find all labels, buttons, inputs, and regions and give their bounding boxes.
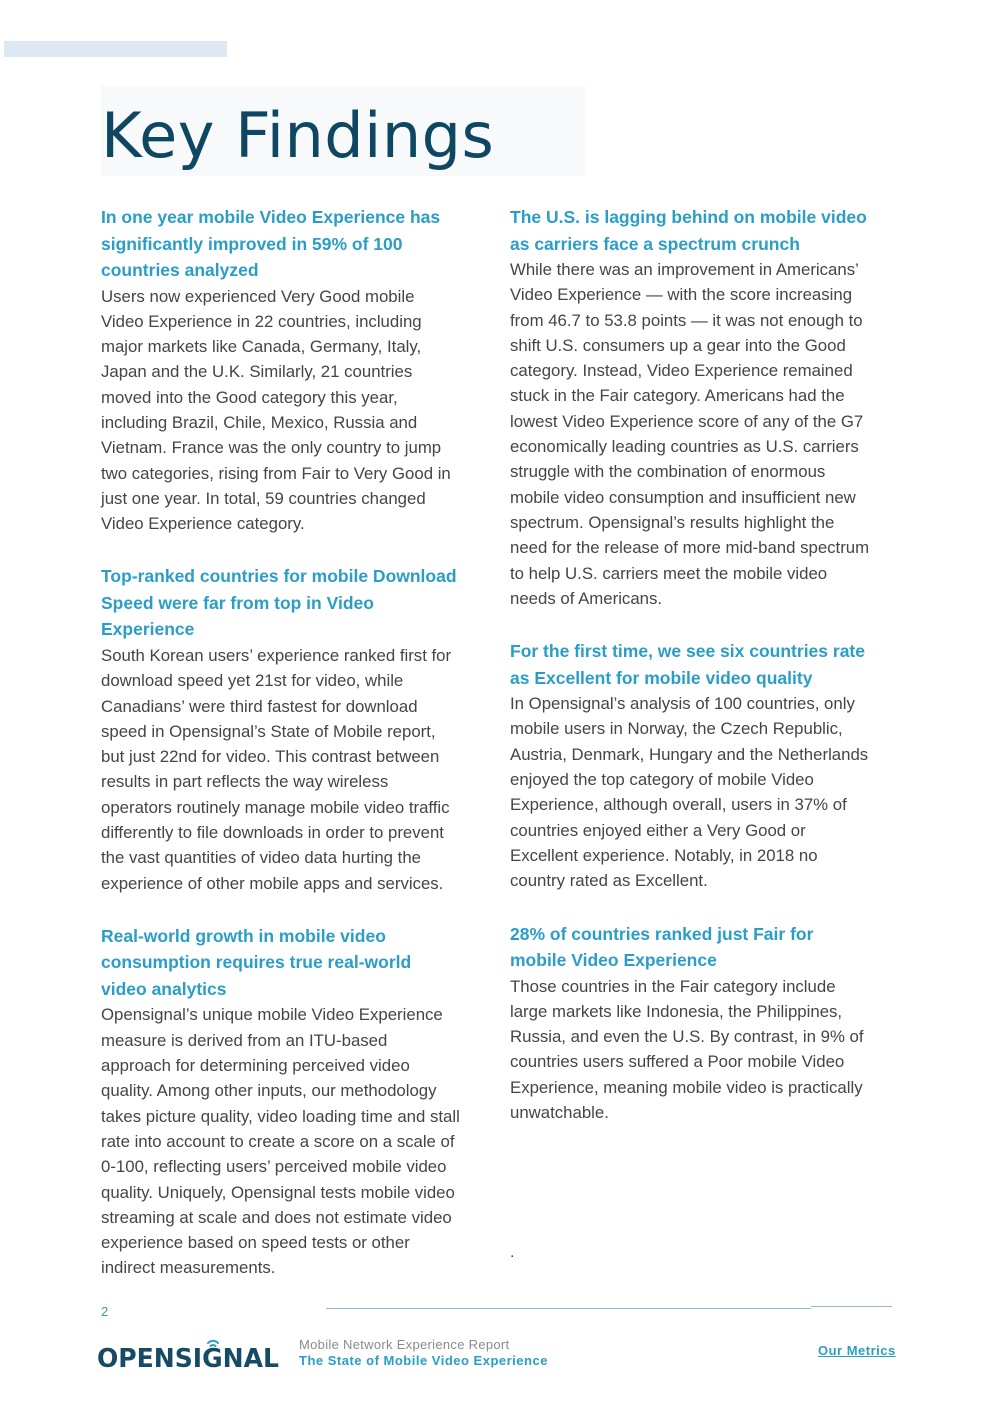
page-title: Key Findings xyxy=(101,99,495,172)
logo-graphic xyxy=(97,1336,281,1370)
stray-mark: . xyxy=(510,1244,515,1261)
finding-section xyxy=(101,204,461,536)
report-subtitle: The State of Mobile Video Experience xyxy=(299,1353,548,1368)
page-number: 2 xyxy=(101,1304,109,1319)
finding-heading: Real-world growth in mobile video consumption requires true real-world video analytics xyxy=(101,925,412,999)
our-metrics-link[interactable]: Our Metrics xyxy=(818,1343,896,1358)
finding-section xyxy=(510,204,870,611)
finding-body: While there was an improvement in Americans’ Video Experience — with the score increasing from 46.7 to 53.8 points — it was not enough to shift U.S. consumers up a gear into the Good category. Instead, Video Experience remained stuck in the Fair category. Americans had the lowest Video Experience score of any of the G7 economically leading countries as U.S. carriers struggle with the combination of enormous mobile video consumption and insufficient new spectrum. Opensignal’s results highlight the need for the release of more mid-band spectrum to help U.S. carriers meet the mobile video needs of Americans. xyxy=(510,260,870,608)
report-name: Mobile Network Experience Report xyxy=(299,1337,510,1352)
signal-wave-outer xyxy=(208,1341,218,1343)
finding-body: In Opensignal’s analysis of 100 countries, only mobile users in Norway, the Czech Republic, Austria, Denmark, Hungary and the Netherlands enjoyed the top category of mobile Video Experience, although overall, users in 37% of countries enjoyed either a Very Good or Excellent experience. Notably, in 2018 no country rated as Excellent. xyxy=(510,694,869,891)
finding-heading: For the first time, we see six countries rate as Excellent for mobile video quality xyxy=(510,641,865,688)
finding-heading: 28% of countries ranked just Fair for mobile Video Experience xyxy=(510,923,814,971)
left-column xyxy=(101,204,461,1281)
finding-heading: Top-ranked countries for mobile Download Speed were far from top in Video Experience xyxy=(101,566,457,640)
logo-wordmark: OPENSIGNAL xyxy=(97,1344,279,1370)
footer-divider xyxy=(811,1306,892,1307)
finding-body: Opensignal’s unique mobile Video Experience measure is derived from an ITU-based approach for determining perceived video quality. Among other inputs, our methodology takes picture quality, video loading time and stall rate into account to create a score on a scale of 0-100, reflecting users’ perceived mobile video quality. Uniquely, Opensignal tests mobile video streaming at scale and does not estimate video experience based on speed tests or other indirect measurements. xyxy=(101,1005,460,1278)
finding-section xyxy=(510,921,870,1126)
header-accent-bar xyxy=(4,41,227,57)
right-column xyxy=(510,204,870,1125)
opensignal-logo xyxy=(97,1336,281,1370)
footer-divider xyxy=(326,1308,811,1309)
finding-section xyxy=(510,638,870,893)
finding-body: South Korean users’ experience ranked first for download speed yet 21st for video, while Canadians’ were third fastest for download speed in Opensignal’s State of Mobile report, but just 22nd for video. This contrast between results in part reflects the way wireless operators routinely manage mobile video traffic differently to file downloads in order to prevent the vast quantities of video data hurting the experience of other mobile apps and services. xyxy=(101,645,452,893)
finding-body: Users now experienced Very Good mobile Video Experience in 22 countries, including major markets like Canada, Germany, Italy, Japan and the U.K. Similarly, 21 countries moved into the Good category this year, including Brazil, Chile, Mexico, Russia and Vietnam. France was the only country to jump two categories, rising from Fair to Very Good in just one year. In total, 59 countries changed Video Experience category. xyxy=(101,286,451,534)
finding-body: Those countries in the Fair category include large markets like Indonesia, the Philippines, Russia, and even the U.S. By contrast, in 9% of countries users suffered a Poor mobile Video Experience, meaning mobile video is practically unwatchable. xyxy=(510,976,864,1123)
finding-section xyxy=(101,923,461,1281)
finding-heading: The U.S. is lagging behind on mobile video as carriers face a spectrum crunch xyxy=(510,207,867,254)
finding-heading: In one year mobile Video Experience has significantly improved in 59% of 100 countries analyzed xyxy=(101,207,441,280)
finding-section xyxy=(101,563,461,895)
